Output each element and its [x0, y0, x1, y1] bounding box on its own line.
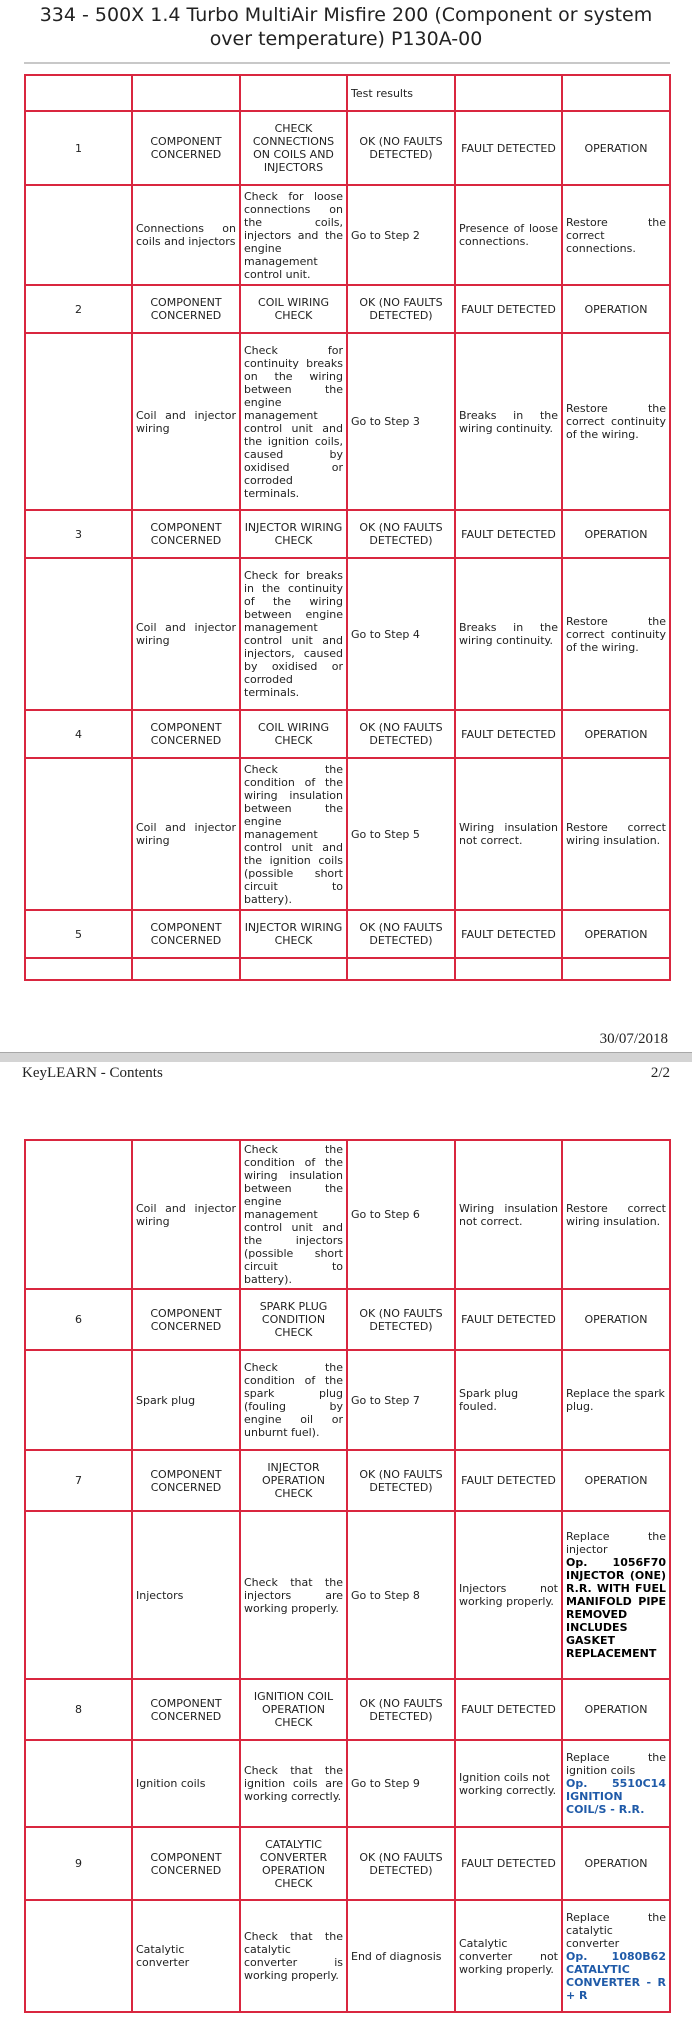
step-header-row — [25, 910, 670, 958]
step-detail-row — [25, 333, 670, 510]
step-detail-row — [25, 1900, 670, 2012]
step-header-row — [25, 510, 670, 558]
print-date: 30/07/2018 — [599, 1031, 668, 1047]
component-concerned-label: COMPONENT CONCERNED — [132, 510, 240, 558]
check-description: Check the condition of the wiring insulation between the engine management control unit and the injectors (possible short circuit to battery). — [240, 1140, 347, 1289]
fault-label: FAULT DETECTED — [455, 1679, 562, 1740]
check-description: Check the condition of the spark plug (fouling by engine oil or unburnt fuel). — [240, 1350, 347, 1450]
step-number: 8 — [25, 1679, 132, 1740]
component-concerned-label: COMPONENT CONCERNED — [132, 1679, 240, 1740]
ok-result: Go to Step 8 — [347, 1511, 455, 1679]
operation-cell — [562, 1740, 670, 1827]
fault-result: Catalytic converter not working properly. — [455, 1900, 562, 2012]
check-title: SPARK PLUG CONDITION CHECK — [240, 1289, 347, 1350]
fault-result: Injectors not working properly. — [455, 1511, 562, 1679]
component-name: Injectors — [132, 1511, 240, 1679]
table-header-row — [25, 75, 670, 111]
fault-label: FAULT DETECTED — [455, 1827, 562, 1900]
ok-label: OK (NO FAULTS DETECTED) — [347, 1679, 455, 1740]
title-line-1: 334 - 500X 1.4 Turbo MultiAir Misfire 200 (Component or system — [39, 4, 653, 26]
operation-text: Restore correct wiring insulation. — [562, 758, 670, 910]
diagnosis-table-page-2 — [24, 1139, 671, 2013]
ok-result: Go to Step 7 — [347, 1350, 455, 1450]
ok-label: OK (NO FAULTS DETECTED) — [347, 285, 455, 333]
operation-text: Restore correct wiring insulation. — [562, 1140, 670, 1289]
ok-result: Go to Step 3 — [347, 333, 455, 510]
step-header-row — [25, 1450, 670, 1511]
check-description: Check the condition of the wiring insulation between the engine management control unit and the ignition coils (possible short circuit to battery). — [240, 758, 347, 910]
step-number: 6 — [25, 1289, 132, 1350]
fault-label: FAULT DETECTED — [455, 1450, 562, 1511]
component-name: Connections on coils and injectors — [132, 185, 240, 285]
operation-text: Restore the correct connections. — [562, 185, 670, 285]
step-number: 4 — [25, 710, 132, 758]
page-number: 2/2 — [650, 1065, 670, 1081]
fault-label: FAULT DETECTED — [455, 910, 562, 958]
step-number: 9 — [25, 1827, 132, 1900]
operation-label: OPERATION — [562, 910, 670, 958]
check-title: CHECK CONNECTIONS ON COILS AND INJECTORS — [240, 111, 347, 185]
step-number: 5 — [25, 910, 132, 958]
operation-text: Replace the catalytic converter — [566, 1910, 666, 1950]
check-description: Check that the injectors are working properly. — [240, 1511, 347, 1679]
operation-label: OPERATION — [562, 1679, 670, 1740]
fault-label: FAULT DETECTED — [455, 111, 562, 185]
check-title: INJECTOR WIRING CHECK — [240, 910, 347, 958]
page-header-title: KeyLEARN - Contents — [22, 1065, 163, 1081]
operation-text: Restore the correct continuity of the wiring. — [562, 333, 670, 510]
step-detail-row — [25, 558, 670, 710]
ok-label: OK (NO FAULTS DETECTED) — [347, 111, 455, 185]
operation-label: OPERATION — [562, 510, 670, 558]
check-description: Check that the ignition coils are working correctly. — [240, 1740, 347, 1827]
title-line-2: over temperature) P130A-00 — [209, 28, 483, 50]
fault-label: FAULT DETECTED — [455, 285, 562, 333]
step-number: 2 — [25, 285, 132, 333]
operation-code: Op. 1056F70 INJECTOR (ONE) R.R. WITH FUEL MANIFOLD PIPE REMOVED INCLUDES GASKET REPLACEMENT — [566, 1556, 666, 1660]
component-concerned-label: COMPONENT CONCERNED — [132, 910, 240, 958]
component-name: Coil and injector wiring — [132, 558, 240, 710]
step-header-row — [25, 1289, 670, 1350]
component-name: Coil and injector wiring — [132, 1140, 240, 1289]
step-number: 7 — [25, 1450, 132, 1511]
check-description: Check for breaks in the continuity of the wiring between engine management control unit and injectors, caused by oxidised or corroded terminals. — [240, 558, 347, 710]
fault-label: FAULT DETECTED — [455, 510, 562, 558]
operation-code-link[interactable]: Op. 1080B62 CATALYTIC CONVERTER - R + R — [566, 1949, 666, 2002]
component-name: Coil and injector wiring — [132, 333, 240, 510]
page-separator — [0, 1052, 692, 1062]
component-concerned-label: COMPONENT CONCERNED — [132, 710, 240, 758]
operation-text: Replace the spark plug. — [562, 1350, 670, 1450]
ok-label: OK (NO FAULTS DETECTED) — [347, 1289, 455, 1350]
component-name: Catalytic converter — [132, 1900, 240, 2012]
ok-result: Go to Step 2 — [347, 185, 455, 285]
step-header-row — [25, 1679, 670, 1740]
check-title: CATALYTIC CONVERTER OPERATION CHECK — [240, 1827, 347, 1900]
test-results-header: Test results — [347, 75, 455, 111]
ok-label: OK (NO FAULTS DETECTED) — [347, 1450, 455, 1511]
operation-label: OPERATION — [562, 285, 670, 333]
fault-result: Breaks in the wiring continuity. — [455, 558, 562, 710]
fault-result: Ignition coils not working correctly. — [455, 1740, 562, 1827]
fault-label: FAULT DETECTED — [455, 710, 562, 758]
component-concerned-label: COMPONENT CONCERNED — [132, 285, 240, 333]
check-title: INJECTOR WIRING CHECK — [240, 510, 347, 558]
check-title: IGNITION COIL OPERATION CHECK — [240, 1679, 347, 1740]
step-header-row — [25, 285, 670, 333]
operation-label: OPERATION — [562, 710, 670, 758]
fault-result: Wiring insulation not correct. — [455, 1140, 562, 1289]
component-name: Coil and injector wiring — [132, 758, 240, 910]
component-name: Ignition coils — [132, 1740, 240, 1827]
component-concerned-label: COMPONENT CONCERNED — [132, 1827, 240, 1900]
check-description: Check for continuity breaks on the wiring between the engine management control unit and the ignition coils, caused by oxidised or corroded terminals. — [240, 333, 347, 510]
component-name: Spark plug — [132, 1350, 240, 1450]
fault-result: Wiring insulation not correct. — [455, 758, 562, 910]
operation-text: Replace the ignition coils — [566, 1751, 666, 1777]
step-number: 3 — [25, 510, 132, 558]
ok-result: Go to Step 5 — [347, 758, 455, 910]
check-description: Check that the catalytic converter is working properly. — [240, 1900, 347, 2012]
ok-label: OK (NO FAULTS DETECTED) — [347, 510, 455, 558]
step-header-row — [25, 710, 670, 758]
operation-text: Restore the correct continuity of the wiring. — [562, 558, 670, 710]
operation-label: OPERATION — [562, 1827, 670, 1900]
step-header-row — [25, 1827, 670, 1900]
operation-text: Replace the injector — [566, 1530, 666, 1556]
ok-label: OK (NO FAULTS DETECTED) — [347, 910, 455, 958]
step-detail-row — [25, 758, 670, 910]
fault-result: Breaks in the wiring continuity. — [455, 333, 562, 510]
step-header-row — [25, 111, 670, 185]
operation-label: OPERATION — [562, 1450, 670, 1511]
check-title: INJECTOR OPERATION CHECK — [240, 1450, 347, 1511]
component-concerned-label: COMPONENT CONCERNED — [132, 1289, 240, 1350]
ok-result: Go to Step 9 — [347, 1740, 455, 1827]
check-description: Check for loose connections on the coils, injectors and the engine management control unit. — [240, 185, 347, 285]
step-detail-row — [25, 1350, 670, 1450]
ok-result: End of diagnosis — [347, 1900, 455, 2012]
step-detail-row — [25, 1740, 670, 1827]
step-number: 1 — [25, 111, 132, 185]
document-title — [0, 0, 692, 51]
diagnosis-table-page-1 — [24, 74, 671, 981]
operation-label: OPERATION — [562, 111, 670, 185]
fault-result: Spark plug fouled. — [455, 1350, 562, 1450]
fault-result: Presence of loose connections. — [455, 185, 562, 285]
operation-cell — [562, 1511, 670, 1679]
check-title: COIL WIRING CHECK — [240, 285, 347, 333]
ok-result: Go to Step 6 — [347, 1140, 455, 1289]
ok-label: OK (NO FAULTS DETECTED) — [347, 710, 455, 758]
table-continuation-row — [25, 958, 670, 980]
check-title: COIL WIRING CHECK — [240, 710, 347, 758]
ok-label: OK (NO FAULTS DETECTED) — [347, 1827, 455, 1900]
component-concerned-label: COMPONENT CONCERNED — [132, 111, 240, 185]
step-detail-row — [25, 1140, 670, 1289]
step-detail-row — [25, 185, 670, 285]
fault-label: FAULT DETECTED — [455, 1289, 562, 1350]
component-concerned-label: COMPONENT CONCERNED — [132, 1450, 240, 1511]
operation-code-link[interactable]: Op. 5510C14 IGNITION COIL/S - R.R. — [566, 1777, 666, 1816]
title-divider — [24, 62, 670, 64]
operation-label: OPERATION — [562, 1289, 670, 1350]
step-detail-row — [25, 1511, 670, 1679]
ok-result: Go to Step 4 — [347, 558, 455, 710]
operation-cell — [562, 1900, 670, 2012]
